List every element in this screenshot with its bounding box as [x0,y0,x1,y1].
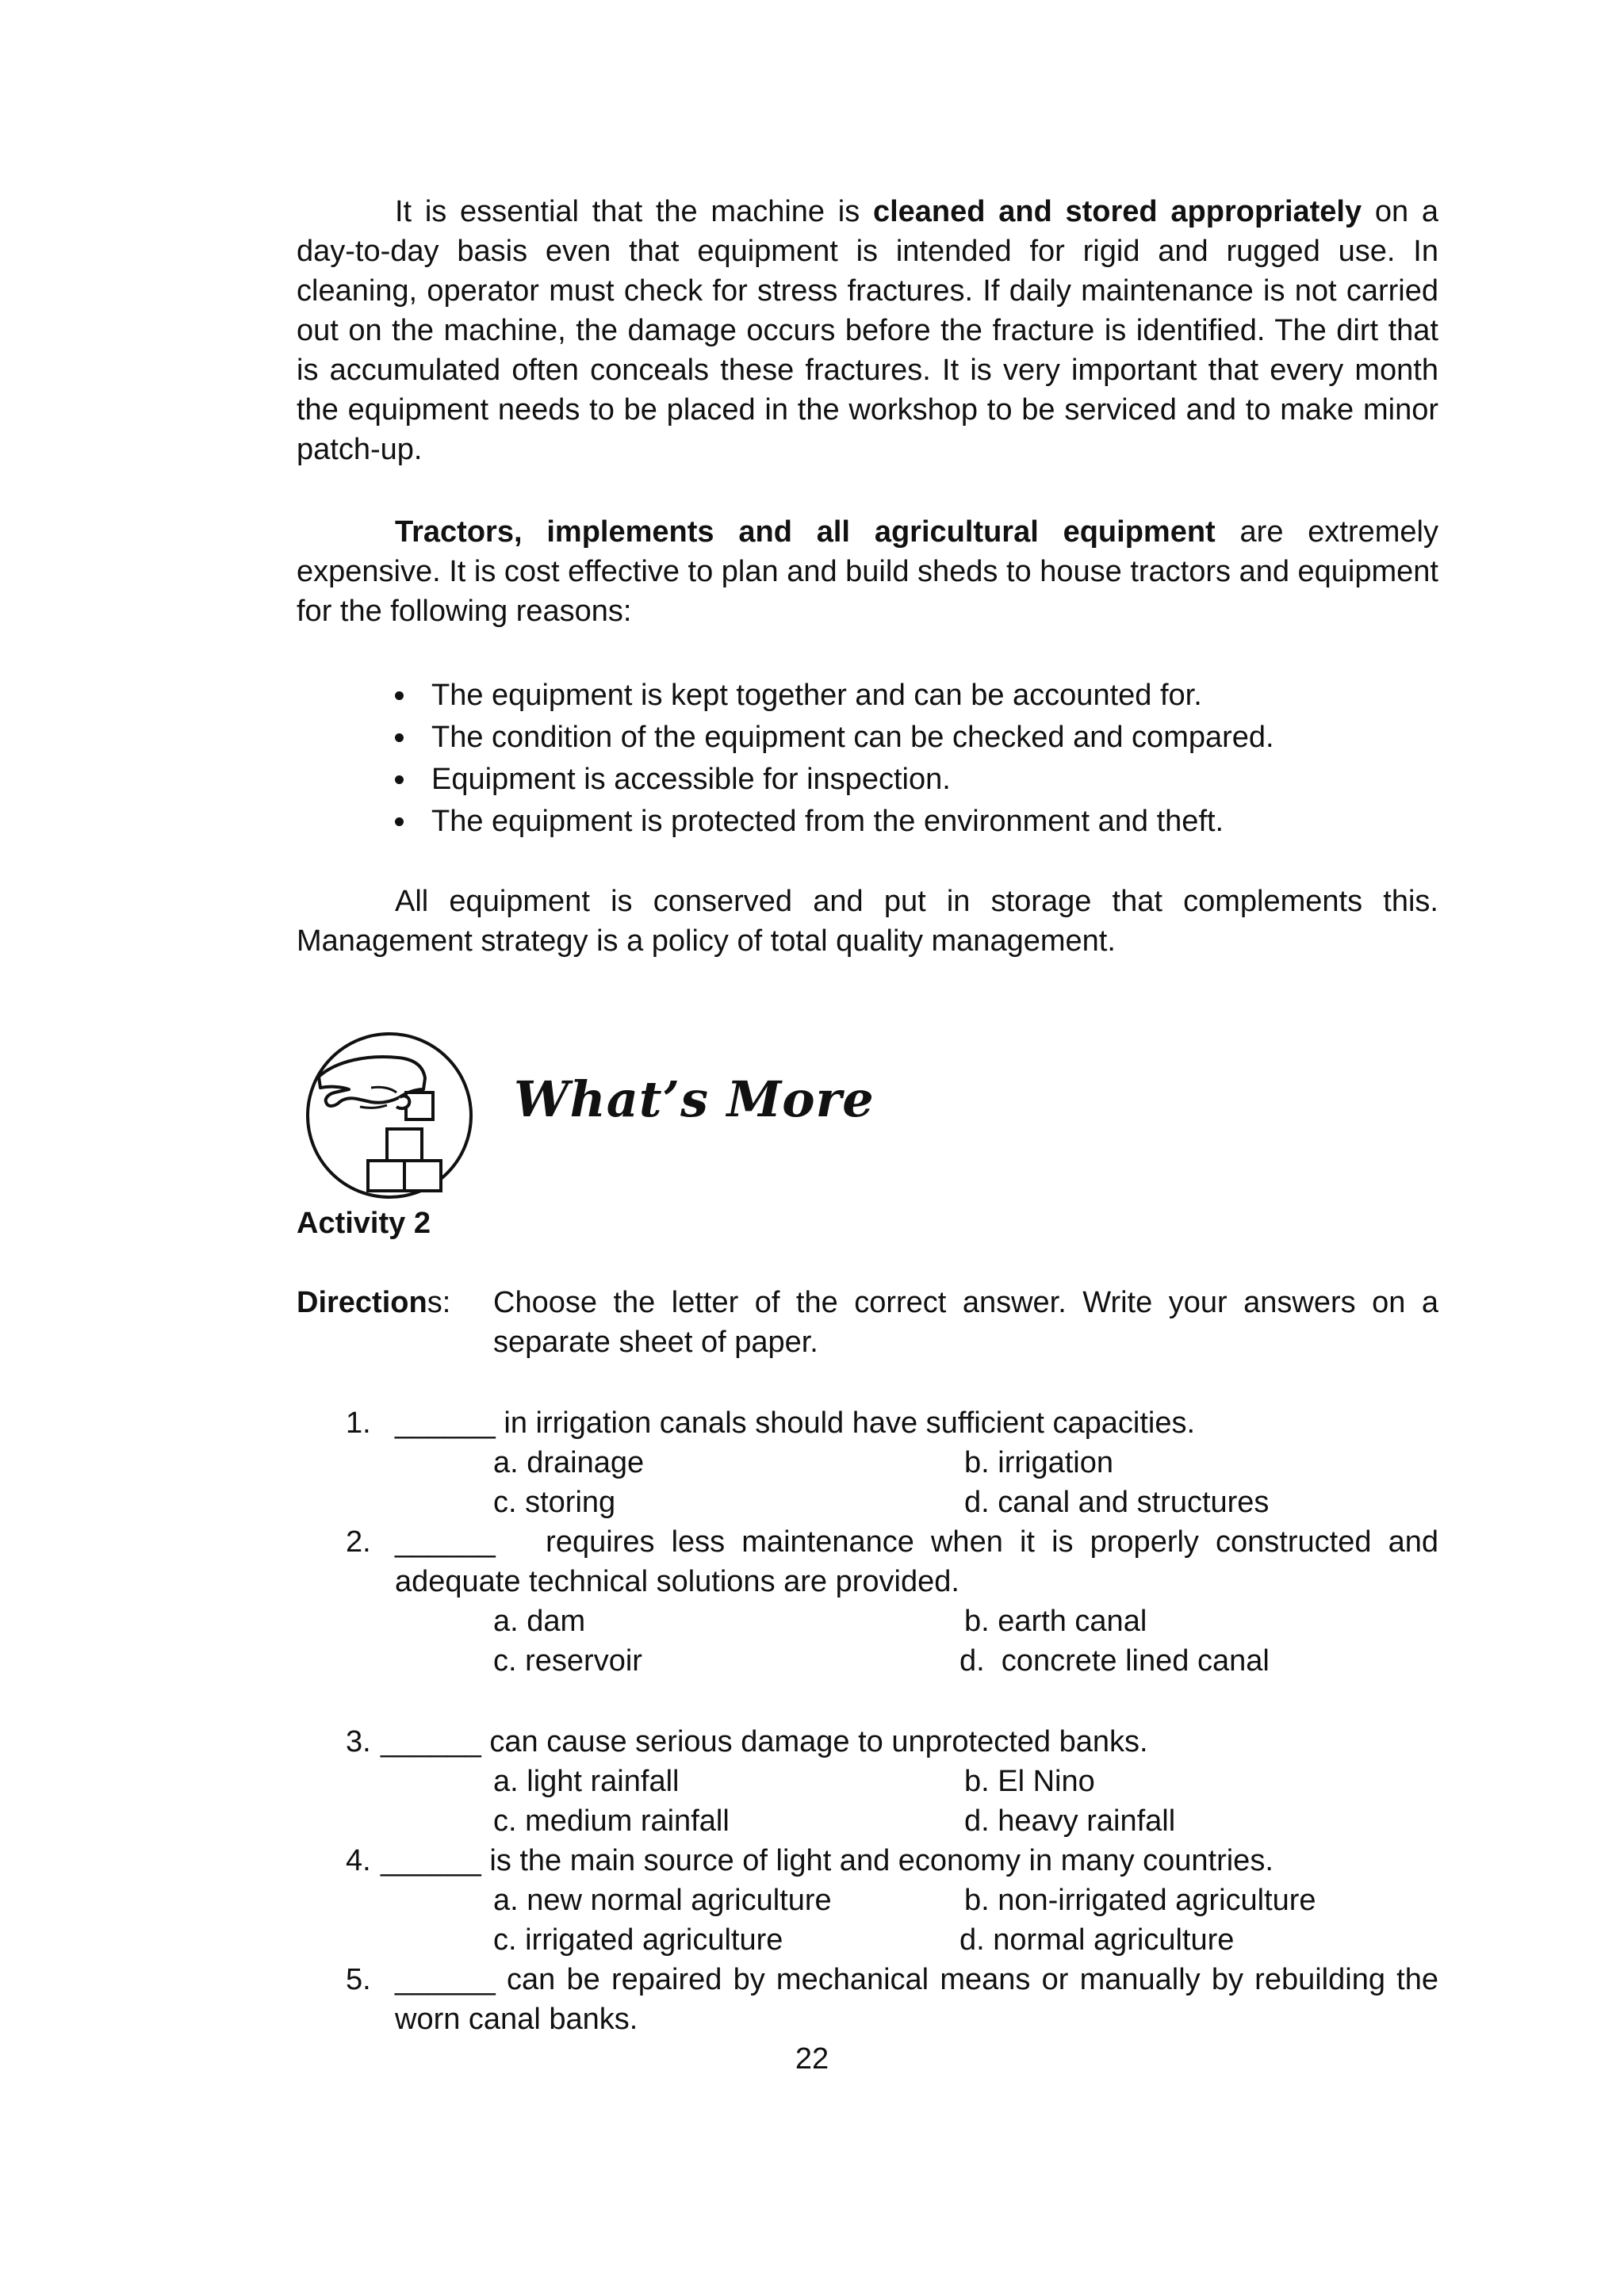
option-c: c. storing [493,1486,616,1519]
option-b: b. non-irrigated agriculture [964,1884,1316,1917]
question-number: 4. [346,1844,371,1877]
question-text: ______ is the main source of light and economy in many countries. [381,1844,1274,1877]
paragraph-conservation: All equipment is conserved and put in storage that complements this. Management strategy is a policy of total quality management. [297,885,1438,958]
list-item: The equipment is kept together and can be accounted for. [387,675,1434,718]
option-b: b. earth canal [964,1605,1147,1638]
list-item: Equipment is accessible for inspection. [387,760,1434,802]
option-d: d. normal agriculture [959,1923,1235,1957]
bullet-icon [395,733,404,742]
bullet-icon [395,775,404,784]
question-text: ______ in irrigation canals should have sufficient capacities. [395,1406,1196,1440]
option-d: d. concrete lined canal [959,1644,1270,1678]
option-d: d. canal and structures [964,1486,1270,1519]
activity-label: Activity 2 [297,1207,431,1240]
option-c: c. reservoir [493,1644,642,1678]
question-number: 2. [346,1525,371,1559]
list-item: The condition of the equipment can be checked and compared. [387,718,1434,760]
option-a: a. dam [493,1605,586,1638]
option-b: b. irrigation [964,1446,1113,1479]
directions-label: Directions: [297,1286,451,1319]
question-text: ______ can cause serious damage to unprotected banks. [381,1725,1148,1758]
answer-blank: ______ [381,1725,481,1758]
list-item: The equipment is protected from the environment and theft. [387,802,1434,844]
directions-text: Choose the letter of the correct answer. Write your answers on a separate sheet of paper. [493,1286,1438,1359]
question-number: 3. [346,1725,371,1758]
bullet-icon [395,817,404,826]
reasons-list [387,675,1434,844]
answer-blank: ______ [395,1525,496,1559]
paragraph-sheds: Tractors, implements and all agricultural equipment are extremely expensive. It is cost effective to plan and build sheds to house tractors and equipment for the following reasons: [297,515,1438,628]
bold-phrase: Tractors, implements and all agricultural equipment [395,515,1216,549]
option-a: a. new normal agriculture [493,1884,832,1917]
question-text: ______ requires less maintenance when it is properly constructed and adequate technical solutions are provided. [395,1525,1447,1598]
hand-stacking-blocks-icon [304,1031,474,1200]
page-number: 22 [795,2042,829,2076]
bullet-icon [395,691,404,700]
question-number: 5. [346,1963,371,1996]
option-c: c. medium rainfall [493,1804,730,1838]
question-number: 1. [346,1406,371,1440]
answer-blank: ______ [381,1844,481,1877]
answer-blank: ______ [395,1406,496,1440]
paragraph-cleaning: It is essential that the machine is cleaned and stored appropriately on a day-to-day basis even that equipment is intended for rigid and rugged use. In cleaning, operator must check for stress fractures. If daily maintenance is not carried out on the machine, the damage occurs before the fracture is identified. The dirt that is accumulated often conceals these fractures. It is very important that every month the equipment needs to be placed in the workshop to be serviced and to make minor patch-up. [297,195,1438,466]
bold-phrase: cleaned and stored appropriately [872,195,1362,228]
option-a: a. light rainfall [493,1765,680,1798]
option-d: d. heavy rainfall [964,1804,1176,1838]
option-a: a. drainage [493,1446,645,1479]
question-text: ______ can be repaired by mechanical means or manually by rebuilding the worn canal banks. [395,1963,1438,2036]
option-b: b. El Nino [964,1765,1095,1798]
answer-blank: ______ [395,1963,496,1996]
option-c: c. irrigated agriculture [493,1923,783,1957]
section-title: What’s More [514,1070,875,1128]
